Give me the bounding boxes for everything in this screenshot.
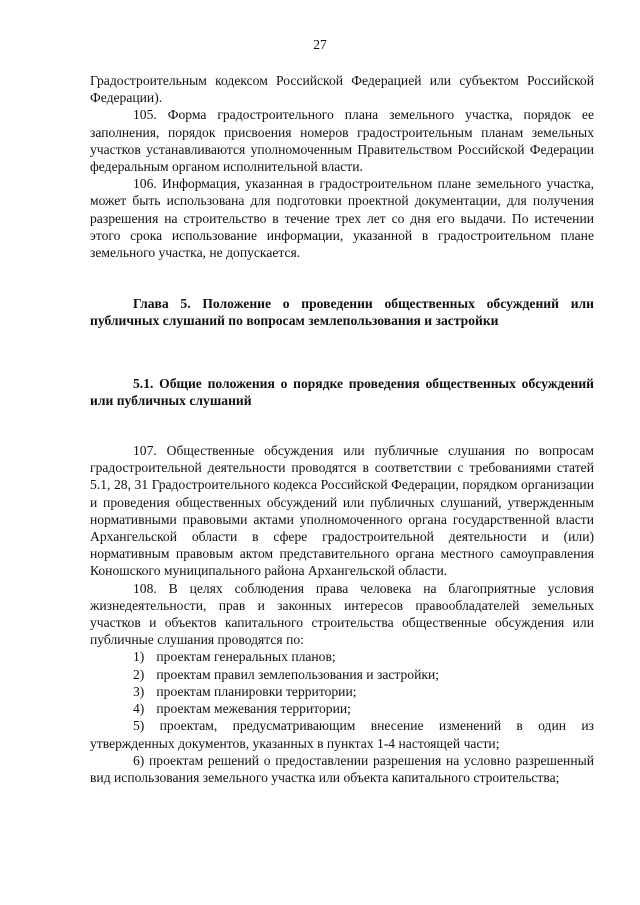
list-item-number: 2) <box>133 666 145 682</box>
list-item-text: проектам, предусматривающим внесение изменений в один из утвержденных документов, указанных в пунктах 1-4 настоящей части; <box>90 718 594 751</box>
list-item-text: проектам генеральных планов; <box>156 649 336 665</box>
section-heading: 5.1. Общие положения о порядке проведения общественных обсуждений или публичных слушаний <box>90 375 594 408</box>
list-item <box>90 648 594 665</box>
list-item-number: 4) <box>133 701 145 717</box>
list-item <box>90 752 594 786</box>
list-item-text: проектам решений о предоставлении разрешения на условно разрешенный вид использования земельного участка или объекта капитального строительства; <box>90 752 594 785</box>
paragraph-106: 106. Информация, указанная в градостроительном плане земельного участка, может быть использована для подготовки проектной документации, для получения разрешения на строительство в течение трех лет со дня его выдачи. По истечении этого срока использование информации, указанной в градостроительном плане земельного участка, не допускается. <box>90 176 594 261</box>
list-item <box>90 717 594 751</box>
document-body <box>90 72 594 786</box>
list-item-number: 3) <box>133 683 145 699</box>
paragraph-intro: Градостроительным кодексом Российской Федерацией или субъектом Российской Федерации). <box>90 73 594 106</box>
paragraph-105: 105. Форма градостроительного плана земельного участка, порядок ее заполнения, порядок присвоения номеров градостроительным планам земельных участков устанавливаются уполномоченным Правительством Российской Федерации федеральным органом исполнительной власти. <box>90 107 594 175</box>
list-item <box>90 700 594 717</box>
page-number: 27 <box>313 37 327 52</box>
list-item <box>90 683 594 700</box>
paragraph-108: 108. В целях соблюдения права человека на благоприятные условия жизнедеятельности, прав и законных интересов правообладателей земельных участков и объектов капитального строительства общественные обсуждения или публичные слушания проводятся по: <box>90 580 594 648</box>
list-item-text: проектам межевания территории; <box>156 701 351 717</box>
project-list <box>90 648 594 786</box>
list-item <box>90 666 594 683</box>
list-item-number: 5) <box>133 718 145 734</box>
list-item-text: проектам планировки территории; <box>156 683 357 699</box>
list-item-number: 6) <box>133 752 145 768</box>
paragraph-107: 107. Общественные обсуждения или публичные слушания по вопросам градостроительной деятельности проводятся в соответствии с требованиями статей 5.1, 28, 31 Градостроительного кодекса Российской Федерации, порядком организации и проведения общественных обсуждений или публичных слушаний, утвержденным нормативными правовыми актами уполномоченного органа государственной власти Архангельской области в сфере градостроительной деятельности и (или) нормативным правовым актом представительного органа местного самоуправления Коношского муниципального района Архангельской области. <box>90 443 594 579</box>
list-item-number: 1) <box>133 649 145 665</box>
list-item-text: проектам правил землепользования и застройки; <box>156 666 440 682</box>
chapter-heading: Глава 5. Положение о проведении общественных обсуждений или публичных слушаний по вопросам землепользования и застройки <box>90 296 594 329</box>
